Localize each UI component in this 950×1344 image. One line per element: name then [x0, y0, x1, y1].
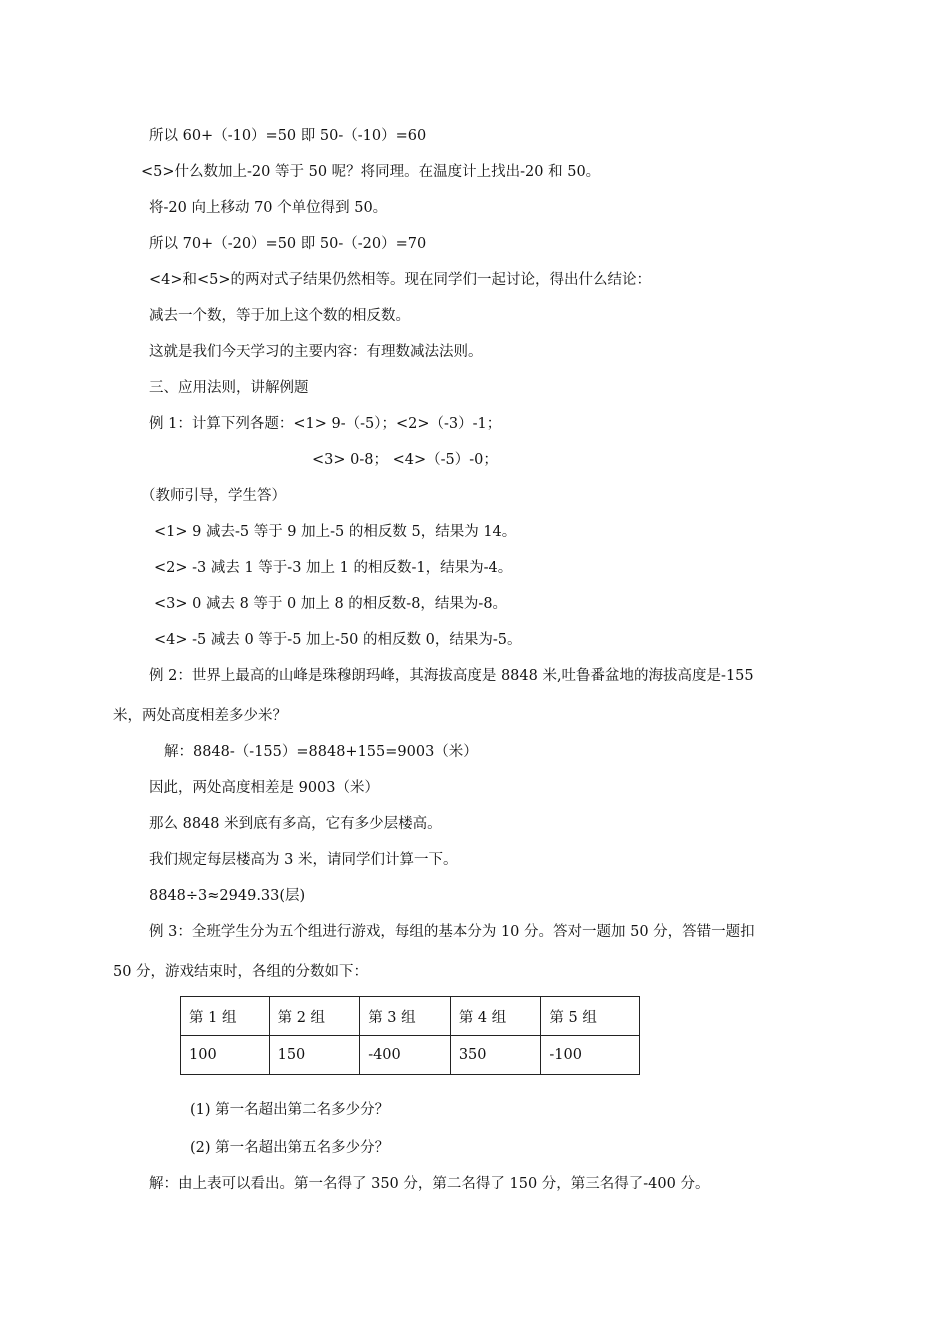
- text-line: 因此，两处高度相差是 9003（米）: [149, 780, 380, 796]
- text-line: 例 1：计算下列各题：<1> 9-（-5）；<2>（-3）-1；: [149, 416, 502, 432]
- text-line: <3> 0-8； <4>（-5）-0；: [312, 452, 498, 468]
- text-line: 所以 60+（-10）=50 即 50-（-10）=60: [149, 128, 427, 144]
- table-header-cell: 第 1 组: [181, 997, 270, 1036]
- text-line: 50 分，游戏结束时，各组的分数如下：: [113, 964, 369, 980]
- text-line: <4>和<5>的两对式子结果仍然相等。现在同学们一起讨论，得出什么结论：: [149, 272, 652, 288]
- text-line: 解：8848-（-155）=8848+155=9003（米）: [164, 744, 478, 760]
- text-line: 解：由上表可以看出。第一名得了 350 分，第二名得了 150 分，第三名得了-400 分。: [149, 1176, 710, 1192]
- text-line: <5>什么数加上-20 等于 50 呢？将同理。在温度计上找出-20 和 50。: [141, 164, 601, 180]
- text-line: 我们规定每层楼高为 3 米，请同学们计算一下。: [149, 852, 458, 868]
- text-line: 所以 70+（-20）=50 即 50-（-20）=70: [149, 236, 427, 252]
- text-line: 减去一个数，等于加上这个数的相反数。: [149, 308, 410, 324]
- text-line: (2) 第一名超出第五名多少分？: [190, 1140, 390, 1156]
- text-line: <4> -5 减去 0 等于-5 加上-50 的相反数 0，结果为-5。: [154, 632, 522, 648]
- text-line: 米，两处高度相差多少米？: [113, 708, 287, 724]
- text-line: <2> -3 减去 1 等于-3 加上 1 的相反数-1，结果为-4。: [154, 560, 513, 576]
- table-cell: 350: [450, 1036, 541, 1075]
- text-line: 例 3：全班学生分为五个组进行游戏，每组的基本分为 10 分。答对一题加 50 分，答错一题扣: [149, 924, 755, 940]
- text-line: (1) 第一名超出第二名多少分？: [190, 1102, 390, 1118]
- text-line: （教师引导，学生答）: [141, 488, 286, 504]
- table-cell: 100: [181, 1036, 270, 1075]
- table-header-cell: 第 4 组: [450, 997, 541, 1036]
- table-header-cell: 第 5 组: [541, 997, 640, 1036]
- table-header-cell: 第 3 组: [360, 997, 451, 1036]
- text-line: 那么 8848 米到底有多高，它有多少层楼高。: [149, 816, 442, 832]
- text-line: 这就是我们今天学习的主要内容：有理数减法法则。: [149, 344, 483, 360]
- text-line: 例 2：世界上最高的山峰是珠穆朗玛峰，其海拔高度是 8848 米,吐鲁番盆地的海拔高度是-155: [149, 668, 754, 684]
- score-table: [180, 996, 640, 1075]
- table-cell: 150: [269, 1036, 360, 1075]
- table-cell: -100: [541, 1036, 640, 1075]
- table-cell: -400: [360, 1036, 451, 1075]
- section-heading: 三、应用法则，讲解例题: [149, 380, 309, 396]
- text-line: 将-20 向上移动 70 个单位得到 50。: [149, 200, 388, 216]
- table-header-cell: 第 2 组: [269, 997, 360, 1036]
- table-row: [181, 1036, 640, 1075]
- text-line: 8848÷3≈2949.33(层): [149, 888, 306, 904]
- text-line: <3> 0 减去 8 等于 0 加上 8 的相反数-8，结果为-8。: [154, 596, 508, 612]
- text-line: <1> 9 减去-5 等于 9 加上-5 的相反数 5，结果为 14。: [154, 524, 517, 540]
- table-header-row: [181, 997, 640, 1036]
